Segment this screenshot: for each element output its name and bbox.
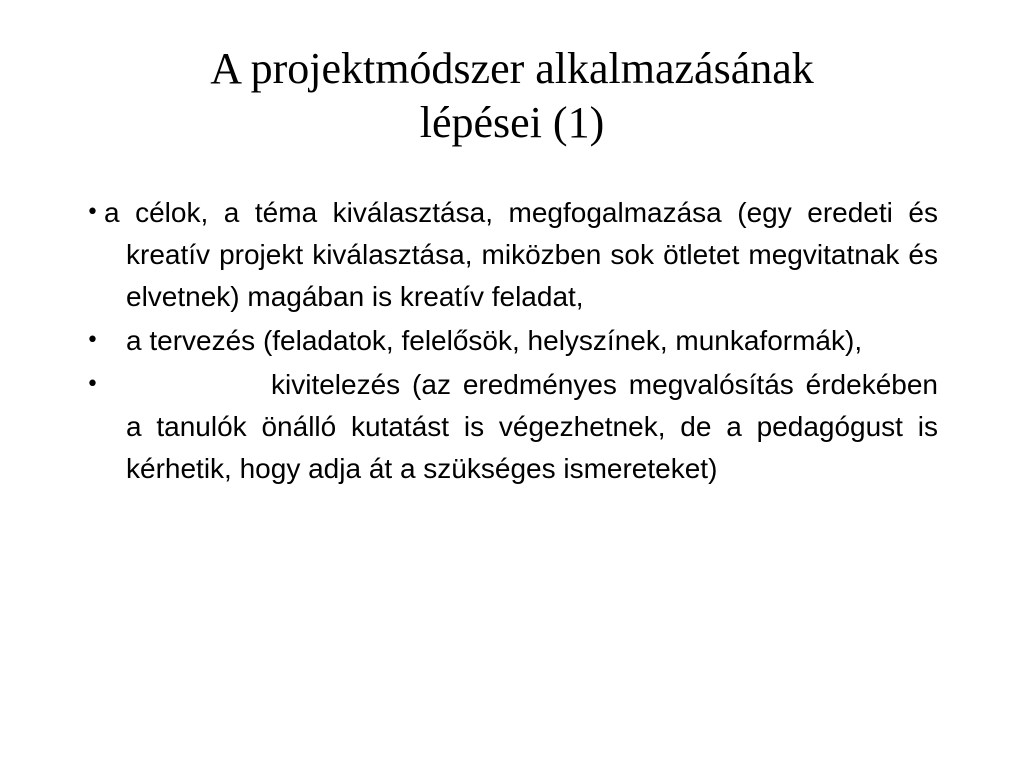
bullet-icon: • [86, 372, 99, 397]
bullet-text: kivitelezés (az eredményes megvalósítás érdekében a tanulók önálló kutatást is végezhetnek, de a pedagógust is kérhetik, hogy adja át a szükséges ismereteket) [126, 369, 938, 484]
bullet-text: a tervezés (feladatok, felelősök, helyszínek, munkaformák), [126, 325, 863, 356]
bullet-icon: • [86, 328, 99, 353]
bullet-item [86, 364, 938, 490]
slide-title-line-2: lépései (1) [419, 98, 605, 147]
slide-title-line-1: A projektmódszer alkalmazásának [210, 44, 814, 93]
bullet-item [86, 320, 938, 362]
bullet-icon: • [86, 200, 99, 225]
bullet-item [86, 192, 938, 318]
bullet-text: a célok, a téma kiválasztása, megfogalmazása (egy eredeti és kreatív projekt kiválasztása, miközben sok ötletet megvitatnak és elvetnek) magában is kreatív feladat, [104, 197, 938, 312]
slide-title [0, 42, 1024, 150]
bullet-list [86, 192, 938, 492]
